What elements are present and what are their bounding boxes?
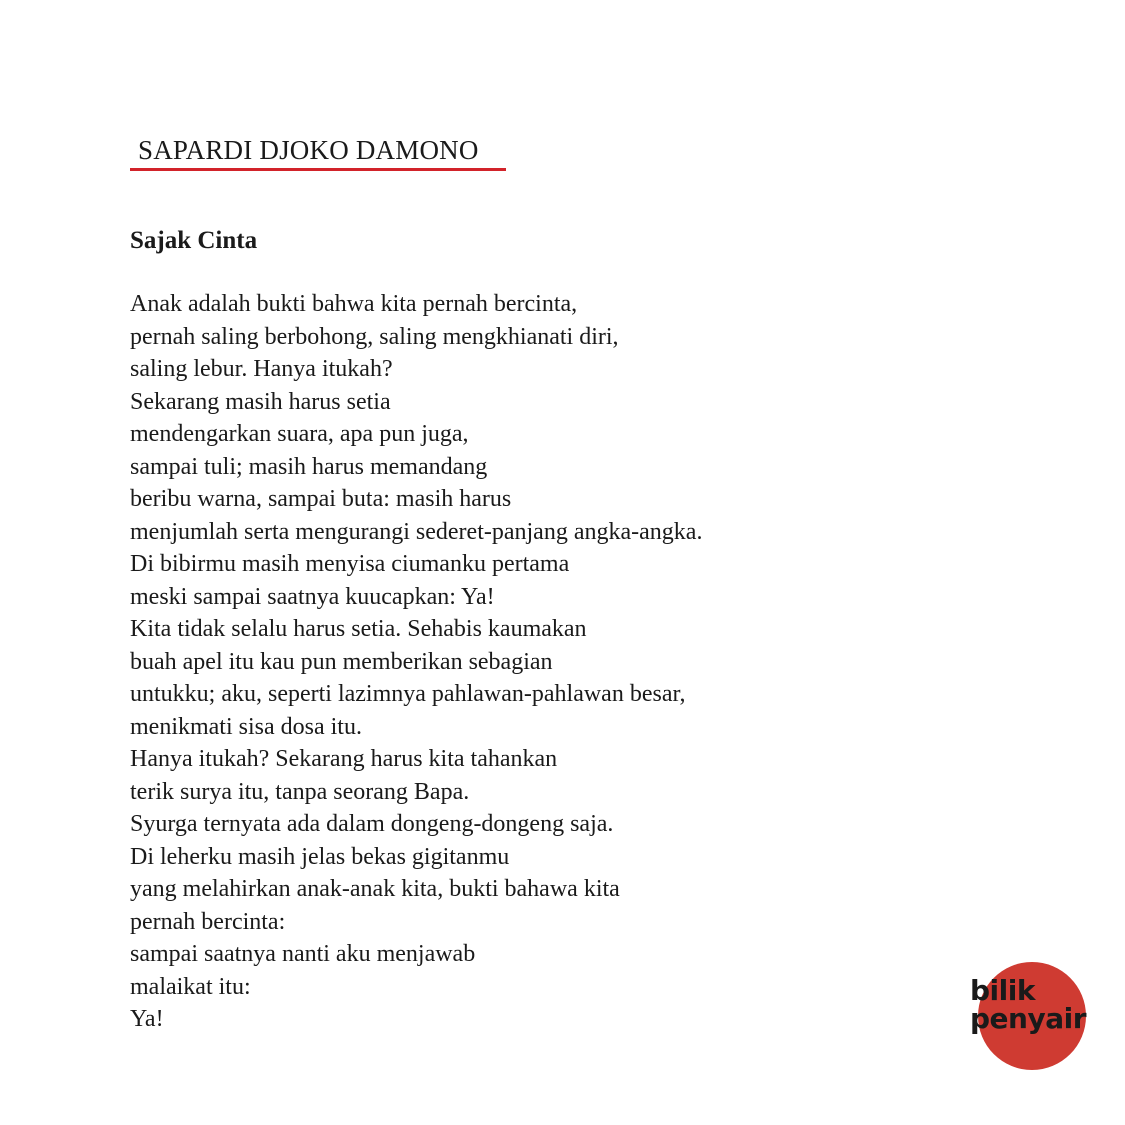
poem-line: Ya!: [130, 1006, 164, 1032]
poem-line: beribu warna, sampai buta: masih harus: [130, 486, 512, 512]
poem-line: yang melahirkan anak-anak kita, bukti bahawa kita: [130, 876, 620, 902]
poem-line: Anak adalah bukti bahwa kita pernah bercinta,: [130, 291, 578, 317]
poem-line: Hanya itukah? Sekarang harus kita tahankan: [130, 746, 558, 772]
poem-line: untukku; aku, seperti lazimnya pahlawan-pahlawan besar,: [130, 681, 686, 707]
poem-line: saling lebur. Hanya itukah?: [130, 356, 393, 382]
poem-line: mendengarkan suara, apa pun juga,: [130, 421, 469, 447]
poem-line: pernah saling berbohong, saling mengkhianati diri,: [130, 323, 619, 350]
poem-line: terik surya itu, tanpa seorang Bapa.: [130, 778, 470, 805]
poem-line: Di bibirmu masih menyisa ciumanku pertama: [130, 551, 570, 577]
poem-line: meski sampai saatnya kuucapkan: Ya!: [130, 583, 495, 610]
poem-line: menikmati sisa dosa itu.: [130, 713, 362, 740]
poem-line: sampai saatnya nanti aku menjawab: [130, 941, 476, 967]
poem-line: menjumlah serta mengurangi sederet-panjang angka-angka.: [130, 518, 703, 545]
poem-line: Syurga ternyata ada dalam dongeng-dongeng saja.: [130, 811, 614, 837]
poem-line: malaikat itu:: [130, 973, 251, 1000]
author-underline: [130, 168, 506, 171]
bilik-penyair-logo: [970, 948, 1095, 1073]
poem-line: Di leherku masih jelas bekas gigitanmu: [130, 843, 510, 870]
poem-line: sampai tuli; masih harus memandang: [130, 453, 488, 480]
poem-line: Kita tidak selalu harus setia. Sehabis kaumakan: [130, 616, 587, 642]
logo-text-top: bilik: [970, 974, 1035, 1007]
logo-text-bottom: penyair: [970, 1002, 1087, 1035]
poem-line: pernah bercinta:: [130, 908, 286, 935]
poem-title: Sajak Cinta: [130, 227, 258, 254]
poem-line: buah apel itu kau pun memberikan sebagian: [130, 648, 553, 675]
poem-body: [130, 288, 702, 1036]
author-heading: [130, 134, 506, 171]
author-name: SAPARDI DJOKO DAMONO: [138, 135, 479, 165]
poem-line: Sekarang masih harus setia: [130, 388, 391, 415]
